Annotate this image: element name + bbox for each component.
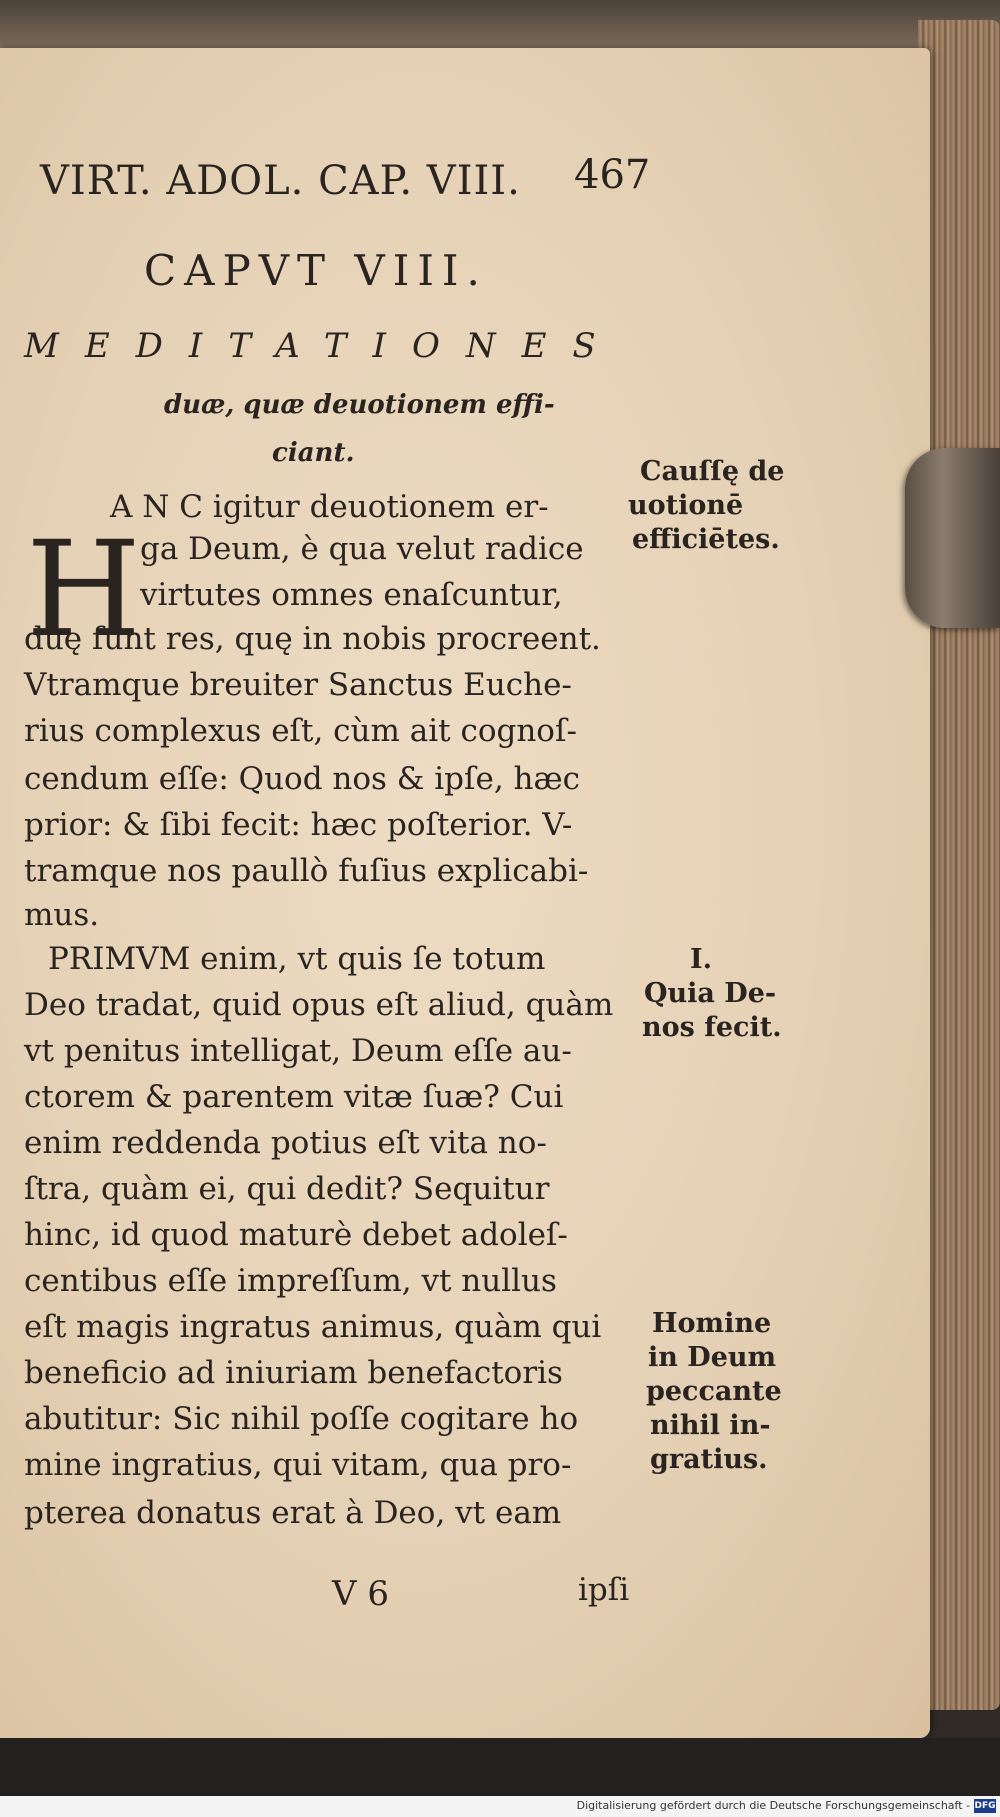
- text-line: A N C igitur deuotionem er-: [110, 489, 549, 525]
- margin-note: nos fecit.: [642, 1012, 782, 1043]
- text-line: rius complexus eſt, cùm ait cognoſ-: [24, 713, 577, 749]
- heading-subtitle-line2: ciant.: [272, 438, 355, 468]
- text-line: vt penitus intelligat, Deum eſſe au-: [24, 1033, 572, 1069]
- running-head: VIRT. ADOL. CAP. VIII.: [40, 158, 521, 204]
- margin-note: uotionē: [628, 490, 744, 521]
- text-line: tramque nos paullò fuſius explicabi-: [24, 853, 589, 889]
- book-page: [0, 48, 930, 1738]
- text-line: mus.: [24, 897, 100, 933]
- footer-credit: Digitalisierung gefördert durch die Deutsche Forschungsgemeinschaft -: [576, 1799, 970, 1812]
- text-line: duę ſunt res, quę in nobis procreent.: [24, 621, 601, 657]
- text-line: prior: & ſibi fecit: hæc poſterior. V-: [24, 807, 573, 843]
- text-line: hinc, id quod maturè debet adoleſ-: [24, 1217, 568, 1253]
- text-line: virtutes omnes enaſcuntur,: [140, 577, 563, 613]
- text-line: beneficio ad iniuriam benefactoris: [24, 1355, 563, 1391]
- text-line: enim reddenda potius eſt vita no-: [24, 1125, 547, 1161]
- chapter-title: CAPVT VIII.: [144, 246, 488, 295]
- text-line: ctorem & parentem vitæ ſuæ? Cui: [24, 1079, 564, 1115]
- margin-note: efficiētes.: [632, 524, 780, 555]
- text-line: mine ingratius, qui vitam, qua pro-: [24, 1447, 572, 1483]
- book-page-edges: [918, 20, 1000, 1710]
- dfg-logo: DFG: [974, 1801, 996, 1811]
- margin-note: nihil in-: [650, 1410, 771, 1441]
- margin-note: in Deum: [648, 1342, 777, 1373]
- heading-subtitle-line1: duæ, quæ deuotionem effi-: [164, 390, 555, 420]
- margin-note: Homine: [652, 1308, 772, 1339]
- margin-note: Quia De-: [644, 978, 777, 1009]
- text-line: ga Deum, è qua velut radice: [140, 531, 584, 567]
- margin-note: gratius.: [650, 1444, 768, 1475]
- drop-cap: H: [26, 513, 142, 667]
- text-line: Vtramque breuiter Sanctus Euche-: [24, 667, 572, 703]
- text-line: PRIMVM enim, vt quis ſe totum: [48, 941, 546, 977]
- page-number: 467: [574, 152, 651, 198]
- text-line: Deo tradat, quid opus eſt aliud, quàm: [24, 987, 614, 1023]
- signature-mark: V 6: [332, 1574, 389, 1614]
- scan-background: [0, 1738, 1000, 1796]
- margin-note: peccante: [646, 1376, 782, 1407]
- text-line: centibus eſſe impreſſum, vt nullus: [24, 1263, 557, 1299]
- text-line: pterea donatus erat à Deo, vt eam: [24, 1495, 562, 1531]
- text-line: cendum eſſe: Quod nos & ipſe, hæc: [24, 761, 581, 797]
- margin-note: Cauſſę de: [640, 456, 785, 487]
- text-line: ſtra, quàm ei, qui dedit? Sequitur: [24, 1171, 550, 1207]
- text-line: eſt magis ingratus animus, quàm qui: [24, 1309, 602, 1345]
- catchword: ipſi: [578, 1572, 630, 1608]
- digitization-footer: [0, 1796, 1000, 1817]
- text-line: abutitur: Sic nihil poſſe cogitare ho: [24, 1401, 579, 1437]
- margin-note: I.: [690, 944, 713, 975]
- heading-meditationes: MEDITATIONES: [24, 326, 622, 366]
- book-clasp: [905, 448, 1000, 628]
